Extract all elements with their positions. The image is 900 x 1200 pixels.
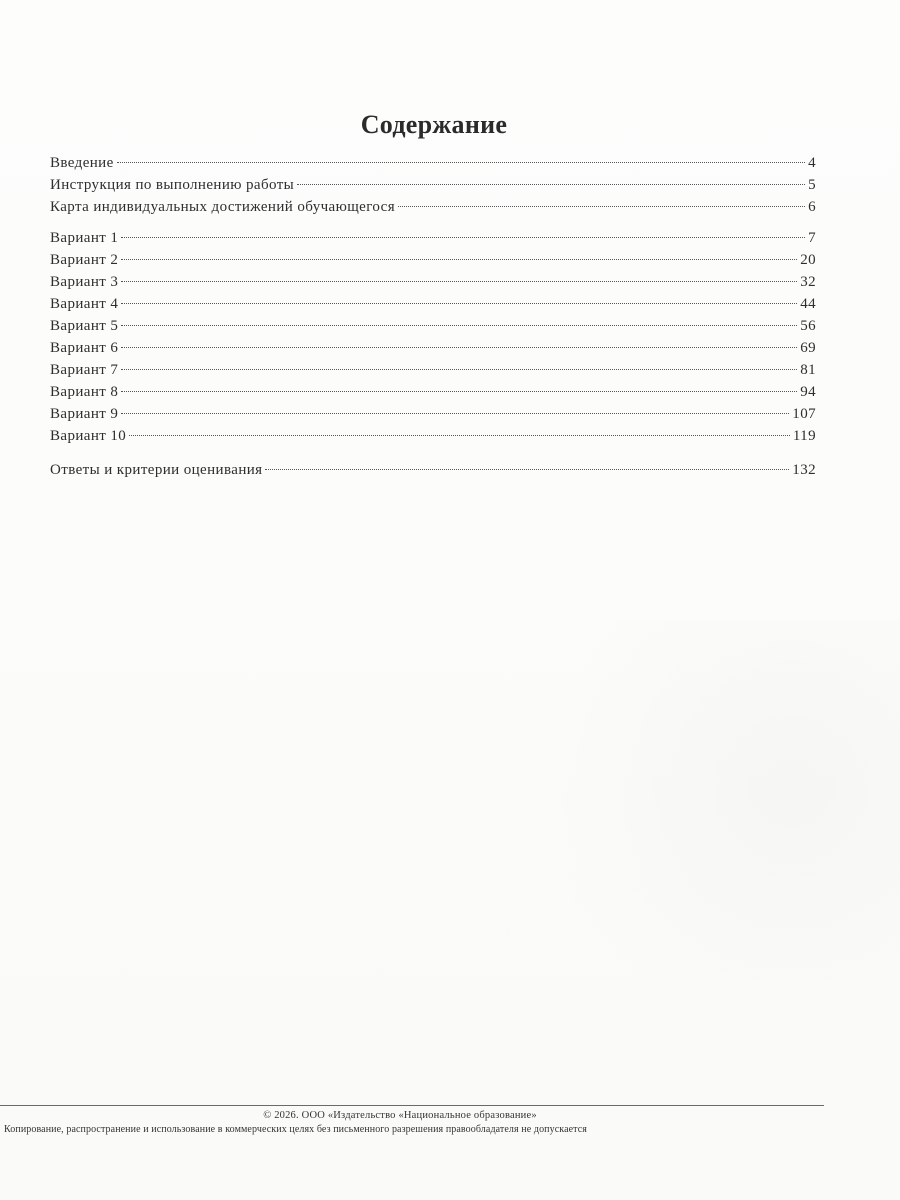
toc-entry-page: 94 xyxy=(800,384,816,400)
toc-leader-dots xyxy=(297,184,805,185)
toc-entry-label: Ответы и критерии оценивания xyxy=(50,462,263,478)
toc-leader-dots xyxy=(121,325,797,326)
toc-entry-variant-7 xyxy=(50,359,816,381)
toc-entry-label: Вариант 2 xyxy=(50,252,119,268)
toc-entry-variant-5 xyxy=(50,315,816,337)
toc-entry-label: Вариант 8 xyxy=(50,384,119,400)
toc-entry-achievement-map xyxy=(50,196,816,218)
toc-entry-page: 7 xyxy=(808,230,816,246)
toc-entry-variant-8 xyxy=(50,381,816,403)
toc-entry-page: 20 xyxy=(800,252,816,268)
toc-entry-label: Вариант 10 xyxy=(50,428,127,444)
toc-entry-label: Карта индивидуальных достижений обучающегося xyxy=(50,199,396,215)
toc-entry-variant-2 xyxy=(50,249,816,271)
toc-leader-dots xyxy=(121,413,789,414)
toc-leader-dots xyxy=(121,391,797,392)
toc-entry-label: Вариант 5 xyxy=(50,318,119,334)
toc-entry-instructions xyxy=(50,174,816,196)
toc-entry-variant-4 xyxy=(50,293,816,315)
toc-leader-dots xyxy=(129,435,790,436)
toc-entry-label: Вариант 7 xyxy=(50,362,119,378)
toc-leader-dots xyxy=(121,259,797,260)
toc-entry-label: Введение xyxy=(50,155,114,171)
toc-entry-page: 56 xyxy=(800,318,816,334)
toc-entry-variant-6 xyxy=(50,337,816,359)
toc-entry-page: 132 xyxy=(792,462,816,478)
toc-leader-dots xyxy=(398,206,805,207)
toc-entry-introduction xyxy=(50,152,816,174)
toc-leader-dots xyxy=(117,162,805,163)
toc-entry-page: 32 xyxy=(800,274,816,290)
toc-entry-label: Вариант 4 xyxy=(50,296,119,312)
toc-entry-page: 69 xyxy=(800,340,816,356)
toc-entry-label: Вариант 9 xyxy=(50,406,119,422)
toc-entry-page: 119 xyxy=(792,428,816,444)
toc-leader-dots xyxy=(121,237,805,238)
toc-entry-variant-1 xyxy=(50,227,816,249)
toc-leader-dots xyxy=(121,303,797,304)
toc-entry-label: Вариант 6 xyxy=(50,340,119,356)
toc-entry-variant-10 xyxy=(50,425,816,447)
toc-entry-answers xyxy=(50,459,816,481)
toc-entry-variant-9 xyxy=(50,403,816,425)
toc-entry-page: 44 xyxy=(800,296,816,312)
toc-entry-variant-3 xyxy=(50,271,816,293)
paper-shading xyxy=(540,620,900,1040)
toc-entry-label: Вариант 1 xyxy=(50,230,119,246)
toc-entry-page: 5 xyxy=(808,177,816,193)
footer-copyright: © 2026. ООО «Издательство «Национальное образование» xyxy=(263,1110,537,1121)
toc-entry-page: 81 xyxy=(800,362,816,378)
toc-entry-page: 4 xyxy=(808,155,816,171)
footer-divider xyxy=(0,1105,824,1106)
page-title: Содержание xyxy=(360,110,508,139)
toc-entry-page: 107 xyxy=(792,406,816,422)
toc-leader-dots xyxy=(265,469,789,470)
toc-entry-label: Инструкция по выполнению работы xyxy=(50,177,295,193)
toc-entry-label: Вариант 3 xyxy=(50,274,119,290)
table-of-contents xyxy=(50,152,816,481)
toc-leader-dots xyxy=(121,369,797,370)
toc-leader-dots xyxy=(121,347,797,348)
toc-leader-dots xyxy=(121,281,797,282)
footer-notice: Копирование, распространение и использование в коммерческих целях без письменного разрешения правообладателя не допускается xyxy=(4,1124,587,1135)
toc-entry-page: 6 xyxy=(808,199,816,215)
